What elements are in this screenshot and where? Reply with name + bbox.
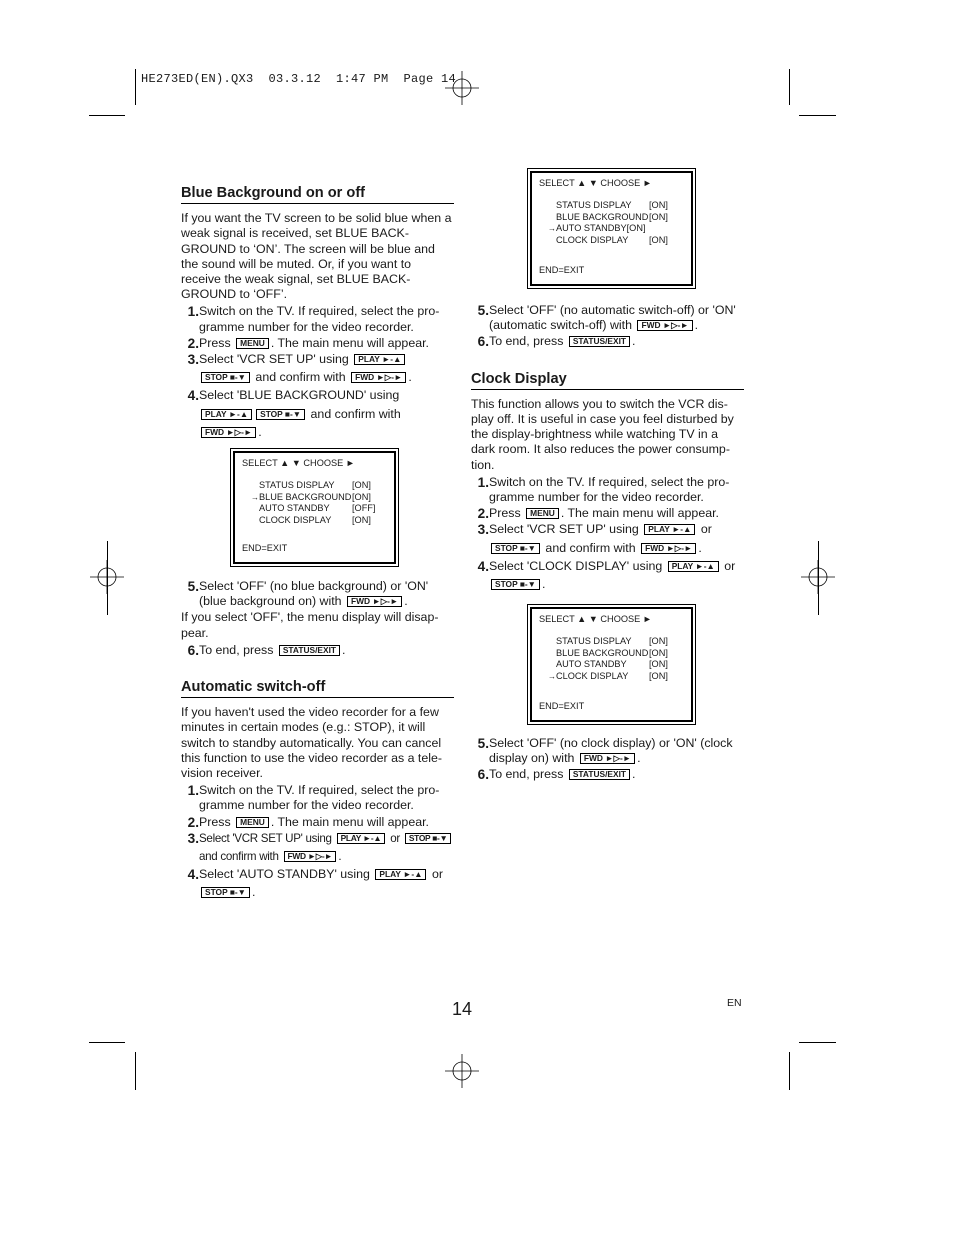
menu-header: SELECT ▲ ▼ CHOOSE ► bbox=[242, 458, 355, 468]
step-text: Select 'CLOCK DISPLAY' using PLAY ►-▲ or bbox=[489, 558, 736, 573]
menu-row: CLOCK DISPLAY [ON] bbox=[556, 234, 668, 245]
step-2 bbox=[181, 336, 454, 351]
intro-paragraph: This function allows you to switch the VCR dis-play off. It is useful in case you feel disturbed by the display-brightness while watching TV in a dark room. It also reduces the power consump-tion. bbox=[471, 396, 734, 472]
step-3 bbox=[181, 831, 454, 846]
status-exit-key: STATUS/EXIT bbox=[279, 645, 340, 656]
stop-key: STOP ■-▼ bbox=[201, 887, 250, 898]
step-4 bbox=[181, 388, 454, 403]
menu-key: MENU bbox=[236, 338, 269, 349]
osd-menu-auto-standby bbox=[527, 168, 696, 289]
step-text: To end, press STATUS/EXIT . bbox=[199, 642, 346, 657]
step-1 bbox=[471, 475, 744, 505]
fwd-key: FWD ►▷-► bbox=[347, 596, 402, 607]
crop-mark bbox=[107, 541, 108, 615]
step-text: Switch on the TV. If required, select the pro-gramme number for the video recorder. bbox=[199, 304, 440, 334]
right-column-lower bbox=[471, 735, 744, 784]
menu-row: BLUE BACKGROUND [ON] bbox=[556, 211, 668, 222]
step-text: Press MENU . The main menu will appear. bbox=[489, 506, 719, 521]
intro-paragraph: If you haven't used the video recorder for a few minutes in certain modes (e.g.: STOP), it will switch to standby automatically. You can cancel this function to use the video recorder as a tele-vision receiver. bbox=[181, 705, 443, 781]
step-number: 6. bbox=[477, 767, 489, 783]
step-number: 4. bbox=[477, 558, 489, 574]
fwd-key: FWD ►▷-► bbox=[284, 851, 337, 862]
registration-mark-icon bbox=[445, 1054, 479, 1088]
step-number: 4. bbox=[187, 388, 199, 404]
step-text: Select 'VCR SET UP' using PLAY ►-▲ or STOP ■-▼ bbox=[199, 831, 453, 846]
step-6 bbox=[471, 767, 744, 782]
step-3 bbox=[181, 352, 454, 367]
step-number: 3. bbox=[187, 830, 199, 846]
osd-menu-blue-background bbox=[230, 448, 399, 567]
step-text: Select 'OFF' (no blue background) or 'ON' (blue background on) with FWD ►▷-► . bbox=[199, 579, 429, 609]
menu-key: MENU bbox=[526, 508, 559, 519]
play-key: PLAY ►-▲ bbox=[337, 833, 386, 844]
section-title-clock-display: Clock Display bbox=[471, 372, 744, 390]
step-text: Select 'VCR SET UP' using PLAY ►-▲ bbox=[199, 352, 407, 367]
step-continuation: and confirm with FWD ►▷-► . bbox=[199, 850, 342, 864]
section-title-automatic-switch-off: Automatic switch-off bbox=[181, 680, 454, 698]
fwd-key: FWD ►▷-► bbox=[641, 543, 696, 554]
step-text: To end, press STATUS/EXIT . bbox=[489, 767, 636, 782]
menu-row-selected: → BLUE BACKGROUND [ON] bbox=[242, 492, 375, 504]
step-number: 1. bbox=[187, 304, 199, 320]
fwd-key: FWD ►▷-► bbox=[580, 753, 635, 764]
step-number: 1. bbox=[477, 474, 489, 490]
fwd-key: FWD ►▷-► bbox=[637, 320, 692, 331]
step-number: 2. bbox=[187, 814, 199, 830]
crop-mark bbox=[89, 1042, 125, 1043]
menu-row-selected: → AUTO STANDBY [ON] bbox=[539, 223, 668, 235]
menu-items bbox=[539, 200, 668, 246]
step-number: 6. bbox=[477, 334, 489, 350]
step-text: Press MENU . The main menu will appear. bbox=[199, 814, 429, 829]
menu-row: STATUS DISPLAY [ON] bbox=[556, 636, 668, 646]
step-text: Switch on the TV. If required, select the pro-gramme number for the video recorder. bbox=[199, 783, 440, 813]
step-text: Select 'OFF' (no clock display) or 'ON' (clock display on) with FWD ►▷-► . bbox=[489, 736, 733, 766]
section-title-blue-background: Blue Background on or off bbox=[181, 186, 454, 204]
step-text: Select 'VCR SET UP' using PLAY ►-▲ or bbox=[489, 522, 712, 537]
step-1 bbox=[181, 304, 454, 334]
step-number: 5. bbox=[477, 736, 489, 751]
step-4 bbox=[471, 559, 744, 574]
step-text: Press MENU . The main menu will appear. bbox=[199, 335, 429, 350]
play-key: PLAY ►-▲ bbox=[644, 524, 695, 535]
step-2 bbox=[181, 815, 454, 830]
osd-menu-clock-display bbox=[527, 604, 696, 725]
menu-row: AUTO STANDBY [ON] bbox=[556, 659, 668, 669]
menu-header: SELECT ▲ ▼ CHOOSE ► bbox=[539, 178, 652, 188]
left-column bbox=[181, 186, 454, 443]
menu-row: AUTO STANDBY [OFF] bbox=[259, 503, 376, 513]
play-key: PLAY ►-▲ bbox=[354, 354, 405, 365]
menu-exit-hint: END=EXIT bbox=[539, 264, 585, 275]
left-column-lower bbox=[181, 578, 454, 904]
step-number: 6. bbox=[187, 642, 199, 658]
menu-exit-hint: END=EXIT bbox=[242, 542, 288, 553]
selection-arrow-icon: → bbox=[251, 492, 259, 502]
step-text: Select 'OFF' (no automatic switch-off) or 'ON' (automatic switch-off) with FWD ►▷-► . bbox=[489, 303, 736, 333]
step-4 bbox=[181, 867, 454, 882]
stop-key: STOP ■-▼ bbox=[491, 579, 540, 590]
stop-key: STOP ■-▼ bbox=[256, 409, 305, 420]
stop-key: STOP ■-▼ bbox=[491, 543, 540, 554]
selection-arrow-icon: → bbox=[548, 671, 556, 681]
right-column bbox=[471, 302, 744, 595]
menu-key: MENU bbox=[236, 817, 269, 828]
stop-key: STOP ■-▼ bbox=[201, 372, 250, 383]
menu-exit-hint: END=EXIT bbox=[539, 700, 585, 711]
step-text: Select 'BLUE BACKGROUND' using bbox=[199, 388, 400, 403]
menu-row: CLOCK DISPLAY [ON] bbox=[259, 514, 371, 525]
note-paragraph: If you select 'OFF', the menu display will disap-pear. bbox=[181, 610, 439, 640]
crop-mark bbox=[799, 115, 836, 116]
step-5 bbox=[471, 736, 744, 766]
menu-row: BLUE BACKGROUND [ON] bbox=[556, 647, 668, 658]
step-number: 1. bbox=[187, 783, 199, 799]
menu-items bbox=[539, 636, 668, 682]
crop-mark bbox=[799, 1042, 836, 1043]
language-code: EN bbox=[727, 997, 742, 1009]
menu-row: STATUS DISPLAY [ON] bbox=[556, 200, 668, 210]
step-continuation: FWD ►▷-► . bbox=[181, 425, 454, 440]
step-number: 2. bbox=[477, 506, 489, 522]
step-continuation: PLAY ►-▲ STOP ■-▼ and confirm with bbox=[181, 407, 454, 422]
crop-mark bbox=[789, 1052, 790, 1090]
menu-items bbox=[242, 480, 375, 526]
step-number: 5. bbox=[477, 303, 489, 318]
step-3 bbox=[471, 522, 744, 537]
step-continuation: STOP ■-▼ and confirm with FWD ►▷-► . bbox=[471, 541, 744, 556]
step-text: To end, press STATUS/EXIT . bbox=[489, 334, 636, 349]
crop-mark bbox=[789, 69, 790, 105]
menu-row-selected: → CLOCK DISPLAY [ON] bbox=[539, 671, 668, 683]
selection-arrow-icon: → bbox=[548, 224, 556, 233]
step-6 bbox=[471, 334, 744, 349]
step-5 bbox=[471, 303, 744, 333]
stop-key: STOP ■-▼ bbox=[405, 833, 452, 844]
page-number: 14 bbox=[452, 999, 473, 1019]
step-number: 3. bbox=[187, 352, 199, 368]
step-number: 3. bbox=[477, 522, 489, 538]
status-exit-key: STATUS/EXIT bbox=[569, 336, 630, 347]
step-text: Select 'AUTO STANDBY' using PLAY ►-▲ or bbox=[199, 867, 443, 882]
crop-mark bbox=[135, 1052, 136, 1090]
step-number: 5. bbox=[187, 579, 199, 594]
fwd-key: FWD ►▷-► bbox=[351, 372, 406, 383]
step-2 bbox=[471, 506, 744, 521]
play-key: PLAY ►-▲ bbox=[668, 561, 719, 572]
step-continuation: STOP ■-▼ and confirm with FWD ►▷-► . bbox=[181, 370, 454, 385]
crop-mark bbox=[135, 69, 136, 105]
play-key: PLAY ►-▲ bbox=[375, 869, 426, 880]
play-key: PLAY ►-▲ bbox=[201, 409, 252, 420]
step-number: 4. bbox=[187, 867, 199, 883]
step-1 bbox=[181, 783, 454, 813]
intro-paragraph: If you want the TV screen to be solid blue when a weak signal is received, set BLUE BACK-GROUND to ‘ON’. The screen will be blue and the sound will be muted. Or, if you want to receive the weak signal, set BLUE BACK-GROUND to ‘OFF’. bbox=[181, 211, 452, 302]
step-continuation: STOP ■-▼ . bbox=[181, 885, 454, 900]
step-text: Switch on the TV. If required, select the pro-gramme number for the video recorder. bbox=[489, 474, 730, 505]
menu-header: SELECT ▲ ▼ CHOOSE ► bbox=[539, 614, 652, 624]
print-slug: HE273ED(EN).QX3 03.3.12 1:47 PM Page 14 bbox=[141, 72, 457, 86]
status-exit-key: STATUS/EXIT bbox=[569, 769, 630, 780]
fwd-key: FWD ►▷-► bbox=[201, 427, 256, 438]
step-number: 2. bbox=[187, 335, 199, 351]
crop-mark bbox=[818, 541, 819, 615]
step-6 bbox=[181, 643, 454, 658]
menu-row: STATUS DISPLAY [ON] bbox=[259, 480, 371, 490]
registration-mark-icon bbox=[445, 71, 479, 105]
crop-mark bbox=[89, 115, 125, 116]
step-5 bbox=[181, 579, 454, 609]
step-continuation: STOP ■-▼ . bbox=[471, 577, 744, 592]
